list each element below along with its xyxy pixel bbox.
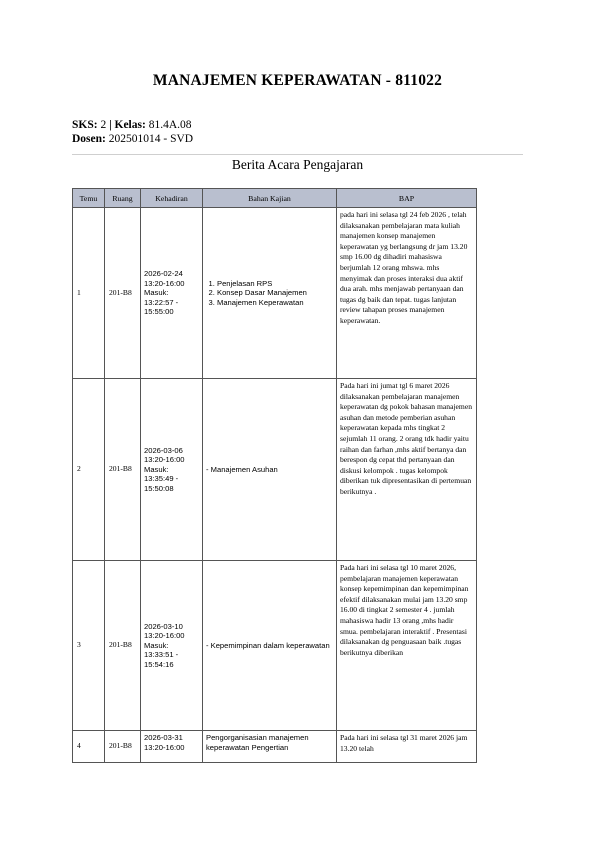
- header-bahan-kajian: Bahan Kajian: [203, 189, 337, 208]
- list-item: 1. Penjelasan RPS: [217, 279, 333, 289]
- sks-value: 2: [100, 119, 107, 131]
- kehadiran-cell: [141, 561, 203, 731]
- masuk-label: Masuk:: [144, 640, 169, 650]
- bahan-kajian-cell: - Kepemimpinan dalam keperawatan: [203, 561, 337, 731]
- bap-cell: [337, 731, 477, 763]
- list-item: 3. Manajemen Keperawatan: [217, 298, 333, 308]
- dosen-label: Dosen:: [72, 133, 106, 145]
- header-kehadiran: Kehadiran: [141, 189, 203, 208]
- bap-table: [72, 188, 477, 763]
- bap-text: Pada hari ini selasa tgl 31 maret 2026 jam 13.20 telah: [340, 733, 468, 753]
- session-date: 2026-02-24: [144, 269, 183, 279]
- header-ruang: Ruang: [105, 189, 141, 208]
- session-time: 13:20-16:00: [144, 631, 185, 641]
- masuk-label: Masuk:: [144, 288, 169, 298]
- sks-label: SKS:: [72, 119, 98, 131]
- ruang-cell: 201-B8: [105, 561, 141, 731]
- masuk-range: 13:22:57 - 15:55:00: [144, 297, 179, 317]
- table-row: [73, 561, 477, 731]
- session-date: 2026-03-31: [144, 733, 183, 742]
- table-header-row: [73, 189, 477, 208]
- dosen-line: [72, 132, 193, 146]
- kehadiran-cell: [141, 731, 203, 763]
- table-row: [73, 731, 477, 763]
- dosen-value: 202501014 - SVD: [108, 133, 194, 145]
- kajian-list: [206, 279, 333, 308]
- ruang-cell: 201-B8: [105, 208, 141, 379]
- section-title: Berita Acara Pengajaran: [231, 157, 364, 172]
- separator: |: [109, 119, 112, 131]
- header-temu: Temu: [73, 189, 105, 208]
- temu-cell: 1: [73, 208, 105, 379]
- session-time: 13:20-16:00: [144, 278, 185, 288]
- bap-text: Pada hari ini selasa tgl 10 maret 2026, pembelajaran manajemen keperawatan konsep kepemimpinan dan kepemimpinan efektif dilaksanakan mulai jam 13.20 smp 16.00 di tingkat 2 semester 4 . jumlah mahasiswa hadir 13 orang ,mhs hadir smua. pembelajaran interaktif . Presentasi dilaksanakan dg penguasaan baik .tugas berikutnya diberikan: [340, 563, 469, 657]
- masuk-range: 13:33:51 - 15:54:16: [144, 650, 179, 669]
- session-date: 2026-03-10: [144, 621, 183, 631]
- ruang-cell: 201-B8: [105, 379, 141, 561]
- list-item: 2. Konsep Dasar Manajemen: [217, 288, 333, 298]
- kelas-label: Kelas:: [114, 119, 146, 131]
- sks-kelas-line: [72, 118, 192, 132]
- document-title: MANAJEMEN KEPERAWATAN - 811022: [152, 72, 443, 89]
- bap-cell: [337, 208, 477, 379]
- bap-text: pada hari ini selasa tgl 24 feb 2026 , telah dilaksanakan pembelajaran mata kuliah manajemen konsep manajemen keperawatan yg berlangsung dr jam 13.20 smp 16.00 dg dihadiri mahasiswa berjumlah 12 orang mhswa. mhs menyimak dan proses interaksi dua aktif dua arah. mhs menjawab pertanyaan dan tugas dg baik dan tepat. tugas lanjutan review tahapan proses manajemen keperawatan.: [340, 210, 468, 325]
- header-bap: BAP: [337, 189, 477, 208]
- masuk-range: 13:35:49 - 15:50:08: [144, 474, 179, 493]
- kelas-value: 81.4A.08: [148, 119, 192, 131]
- session-date: 2026-03-06: [144, 445, 183, 455]
- session-time: 13:20-16:00: [144, 455, 185, 465]
- table-row: [73, 379, 477, 561]
- temu-cell: 2: [73, 379, 105, 561]
- temu-cell: 3: [73, 561, 105, 731]
- temu-cell: 4: [73, 731, 105, 763]
- bahan-kajian-cell: [203, 208, 337, 379]
- bahan-kajian-cell: Pengorganisasian manajemen keperawatan Pengertian: [203, 731, 337, 763]
- session-time: 13:20-16:00: [144, 742, 185, 752]
- table-row: [73, 208, 477, 379]
- kehadiran-cell: [141, 208, 203, 379]
- masuk-label: Masuk:: [144, 464, 169, 474]
- ruang-cell: 201-B8: [105, 731, 141, 763]
- bap-cell: [337, 561, 477, 731]
- bap-text: Pada hari ini jumat tgl 6 maret 2026 dilaksanakan pembelajaran manajemen keperawatan dg pokok bahasan manajemen asuhan dan metode pemberian asuhan keperawatan kepada mhs tingkat 2 sejumlah 11 orang. 2 orang tdk hadir yaitu raihan dan farhan ,mhs aktif bertanya dan berespon dg cepat thd pertanyaan dan diskusi kelompok . tugas kelompok diberikan tuk dipresentasikan di pertemuan berikutnya .: [340, 381, 472, 496]
- kehadiran-cell: [141, 379, 203, 561]
- divider: [72, 154, 523, 155]
- bahan-kajian-cell: - Manajemen Asuhan: [203, 379, 337, 561]
- bap-cell: [337, 379, 477, 561]
